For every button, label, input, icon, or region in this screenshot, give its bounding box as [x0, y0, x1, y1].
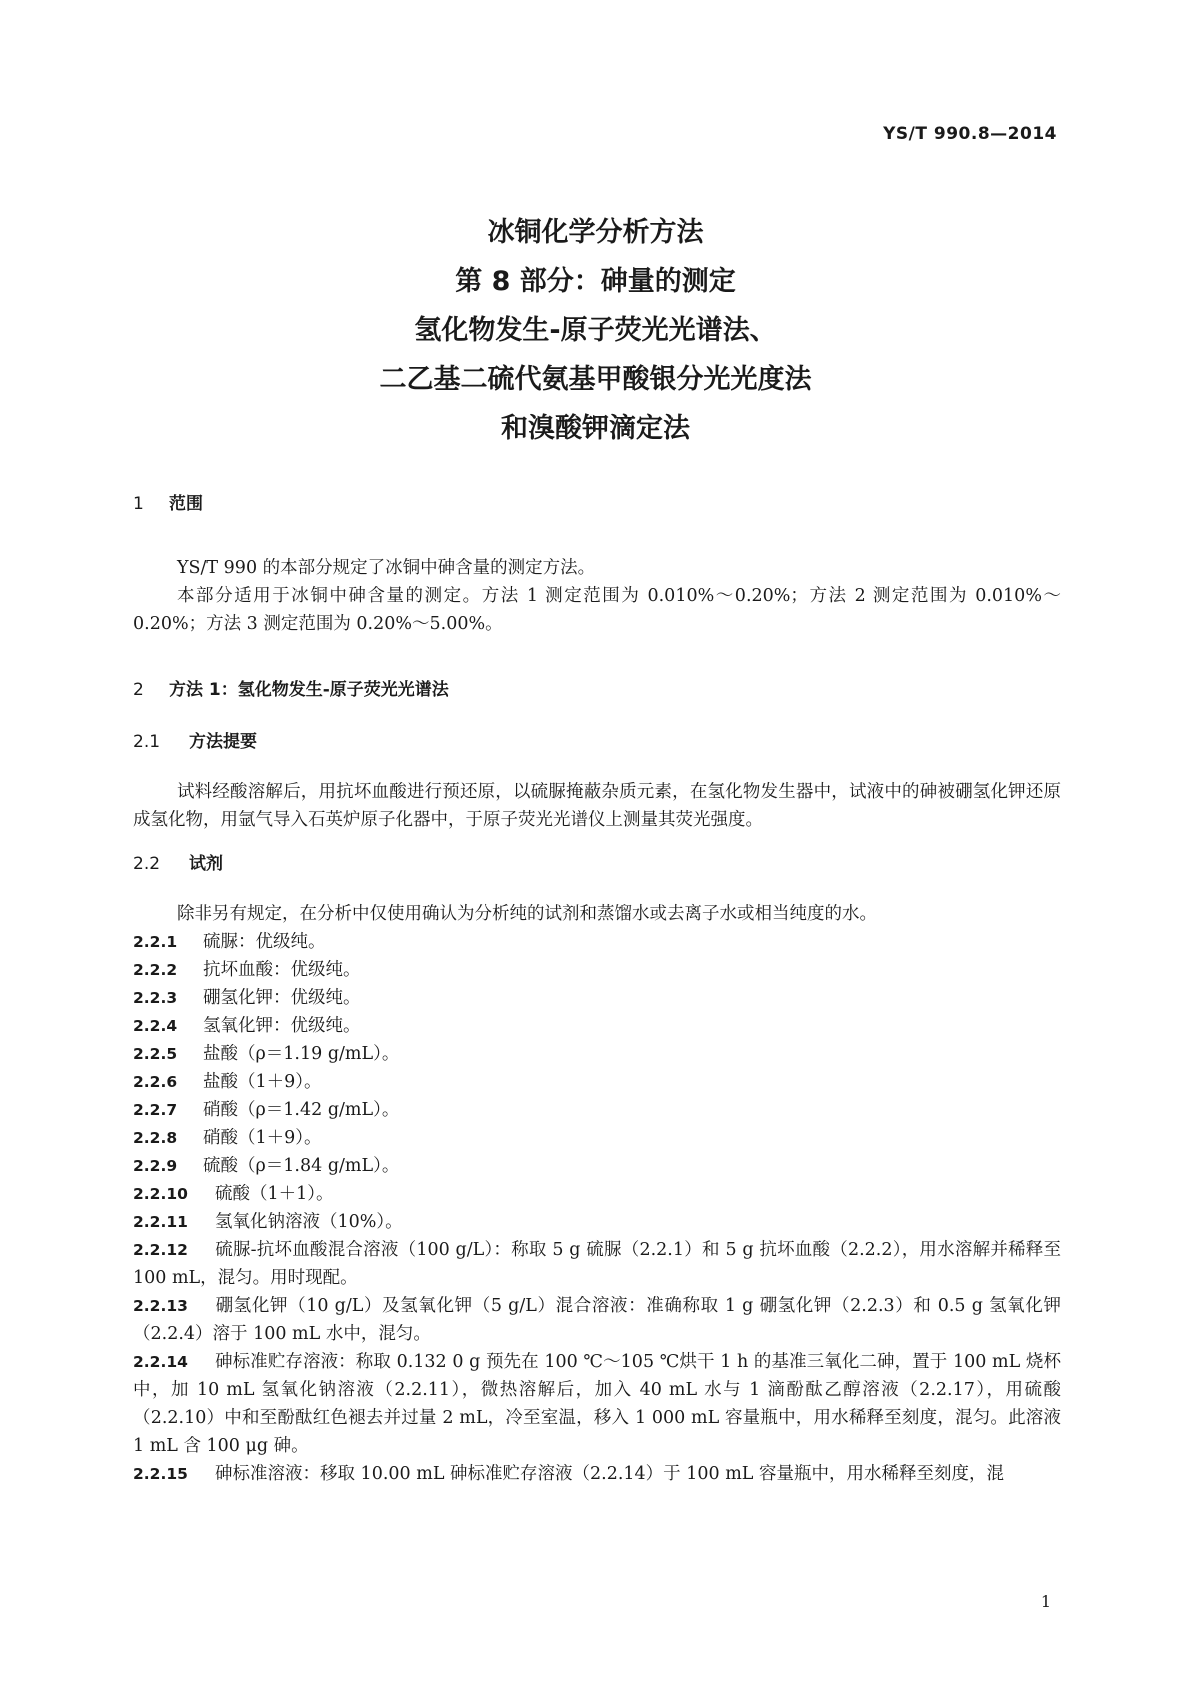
reagent-item [133, 984, 1061, 1012]
subsection-number: 2.2 [133, 854, 161, 874]
item-number: 2.2.10 [133, 1185, 188, 1203]
item-text: 硫酸（1＋1）。 [215, 1184, 334, 1204]
paragraph: 试料经酸溶解后，用抗坏血酸进行预还原，以硫脲掩蔽杂质元素，在氢化物发生器中，试液中的砷被硼氢化钾还原成氢化物，用氩气导入石英炉原子化器中，于原子荧光光谱仪上测量其荧光强度。 [133, 782, 1061, 830]
item-number: 2.2.5 [133, 1045, 178, 1063]
item-number: 2.2.8 [133, 1129, 178, 1147]
item-number: 2.2.2 [133, 961, 178, 979]
item-text: 硫脲：优级纯。 [203, 932, 326, 952]
item-text: 砷标准溶液：移取 10.00 mL 砷标准贮存溶液（2.2.14）于 100 mL 容量瓶中，用水稀释至刻度，混 [215, 1464, 1004, 1484]
item-text: 抗坏血酸：优级纯。 [203, 960, 361, 980]
document-title [0, 208, 1191, 453]
section-number: 1 [133, 494, 144, 514]
item-number: 2.2.3 [133, 989, 178, 1007]
item-text: 硝酸（1＋9）。 [203, 1128, 322, 1148]
item-number: 2.2.12 [133, 1241, 188, 1259]
item-number: 2.2.15 [133, 1465, 188, 1483]
reagent-item [133, 1180, 1061, 1208]
reagent-item [133, 1460, 1061, 1488]
item-number: 2.2.1 [133, 933, 178, 951]
item-text: 硫脲-抗坏血酸混合溶液（100 g/L）：称取 5 g 硫脲（2.2.1）和 5 g 抗坏血酸（2.2.2），用水溶解并稀释至 100 mL，混匀。用时现配。 [133, 1240, 1061, 1288]
title-line: 和溴酸钾滴定法 [501, 413, 690, 444]
subsection-number: 2.1 [133, 732, 161, 752]
reagent-item [133, 1348, 1061, 1460]
item-text: 盐酸（ρ＝1.19 g/mL）。 [203, 1044, 400, 1064]
item-text: 氢氧化钠溶液（10%）。 [215, 1212, 403, 1232]
reagent-item [133, 1096, 1061, 1124]
title-line: 二乙基二硫代氨基甲酸银分光光度法 [379, 364, 812, 395]
reagent-item [133, 1152, 1061, 1180]
subsection-heading-principle [133, 728, 1061, 756]
reagent-item [133, 956, 1061, 984]
paragraph: 本部分适用于冰铜中砷含量的测定。方法 1 测定范围为 0.010%～0.20%；方法 2 测定范围为 0.010%～0.20%；方法 3 测定范围为 0.20%～5.00%。 [133, 586, 1061, 634]
reagent-item [133, 1236, 1061, 1292]
reagent-item [133, 1068, 1061, 1096]
reagent-item [133, 1012, 1061, 1040]
subsection-title: 方法提要 [189, 732, 257, 752]
item-text: 氢氧化钾：优级纯。 [203, 1016, 361, 1036]
title-line: 冰铜化学分析方法 [487, 217, 704, 248]
reagent-item [133, 1040, 1061, 1068]
item-text: 盐酸（1＋9）。 [203, 1072, 322, 1092]
title-line: 第 8 部分：砷量的测定 [455, 266, 736, 297]
subsection-heading-reagents [133, 850, 1061, 878]
item-number: 2.2.9 [133, 1157, 178, 1175]
reagent-item [133, 1124, 1061, 1152]
document-body [133, 490, 1061, 1488]
section-heading-scope [133, 490, 1061, 518]
page-number: 1 [1040, 1592, 1051, 1611]
subsection-title: 试剂 [189, 854, 223, 874]
item-text: 硫酸（ρ＝1.84 g/mL）。 [203, 1156, 400, 1176]
section-title: 范围 [169, 494, 203, 514]
item-number: 2.2.14 [133, 1353, 188, 1371]
section-title: 方法 1：氢化物发生-原子荧光光谱法 [169, 680, 449, 700]
section-heading-method1 [133, 676, 1061, 704]
item-number: 2.2.4 [133, 1017, 178, 1035]
item-number: 2.2.11 [133, 1213, 188, 1231]
title-line: 氢化物发生-原子荧光光谱法、 [414, 315, 777, 346]
item-text: 硝酸（ρ＝1.42 g/mL）。 [203, 1100, 400, 1120]
standard-code: YS/T 990.8—2014 [883, 124, 1057, 144]
section-number: 2 [133, 680, 144, 700]
item-number: 2.2.6 [133, 1073, 178, 1091]
paragraph: 除非另有规定，在分析中仅使用确认为分析纯的试剂和蒸馏水或去离子水或相当纯度的水。 [177, 904, 877, 924]
item-number: 2.2.7 [133, 1101, 178, 1119]
paragraph: YS/T 990 的本部分规定了冰铜中砷含量的测定方法。 [177, 558, 596, 578]
reagent-item [133, 928, 1061, 956]
item-text: 硼氢化钾（10 g/L）及氢氧化钾（5 g/L）混合溶液：准确称取 1 g 硼氢化钾（2.2.3）和 0.5 g 氢氧化钾（2.2.4）溶于 100 mL 水中，混匀。 [133, 1296, 1061, 1344]
reagent-item [133, 1208, 1061, 1236]
item-text: 硼氢化钾：优级纯。 [203, 988, 361, 1008]
reagent-item [133, 1292, 1061, 1348]
item-number: 2.2.13 [133, 1297, 188, 1315]
item-text: 砷标准贮存溶液：称取 0.132 0 g 预先在 100 ℃～105 ℃烘干 1 h 的基准三氧化二砷，置于 100 mL 烧杯中，加 10 mL 氢氧化钠溶液（2.2.11），微热溶解后，加入 40 mL 水与 1 滴酚酞乙醇溶液（2.2.17），用硫酸（2.2.10）中和至酚酞红色褪去并过量 2 mL，冷至室温，移入 1 000 mL 容量瓶中，用水稀释至刻度，混匀。此溶液 1 mL 含 100 μg 砷。 [133, 1352, 1061, 1456]
